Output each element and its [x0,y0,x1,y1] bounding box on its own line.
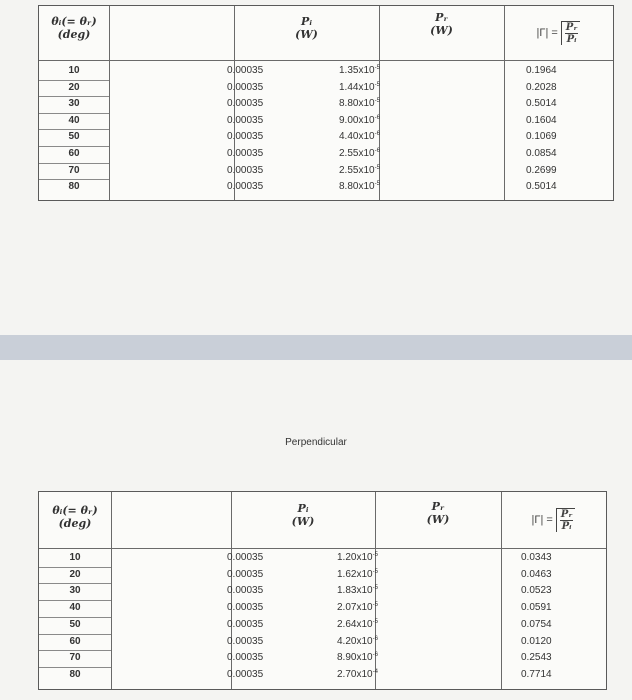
pr-header [375,500,501,526]
pr-cell [337,602,378,613]
pr-mantissa: 9.00x10 [339,114,375,126]
angle-cell: 50 [68,131,80,143]
row-divider [39,96,109,97]
pi-cell: 0.00035 [227,668,264,680]
pi-cell: 0.00035 [227,652,264,664]
row-divider [39,617,111,618]
pi-cell: 0.00035 [227,602,264,614]
pr-exponent: -5 [372,552,378,558]
row-divider [39,80,109,81]
angle-cell: 40 [69,602,81,614]
pr-exponent: -5 [374,98,380,105]
pi-header [234,15,379,41]
pr-header-unit: (W) [430,24,453,37]
pr-mantissa: 8.80x10 [339,181,375,193]
reflection-header [501,492,606,548]
angle-cell: 70 [69,652,81,664]
pi-cell: 0.00035 [227,181,264,193]
pi-cell: 0.00035 [227,635,264,647]
pr-header-label: Pᵣ [435,11,448,24]
angle-cell: 10 [68,65,80,76]
pr-header-label: Pᵣ [431,500,445,513]
reflection-cell: 0.1964 [526,65,557,76]
fraction-numerator: Pᵣ [565,22,578,33]
pi-cell: 0.00035 [227,114,264,126]
table-row [39,82,613,99]
row-divider [39,650,111,651]
pi-header-unit: (W) [295,28,318,41]
table-row [39,115,613,132]
pi-cell: 0.00035 [227,148,264,159]
angle-header-label: θᵢ(= θᵣ) [51,15,97,28]
pr-exponent: -5 [374,164,380,171]
table-row [39,165,613,182]
reflection-cell: 0.1604 [526,114,557,126]
angle-cell: 40 [68,114,80,126]
angle-cell: 70 [68,164,80,176]
row-divider [39,600,111,601]
reflection-cell: 0.1069 [526,131,557,143]
reflection-cell: 0.2543 [521,652,552,664]
pr-cell [337,585,378,596]
reflection-cell: 0.2699 [526,164,557,176]
pr-mantissa: 2.55x10 [339,164,375,176]
pr-header [379,11,504,37]
pr-cell [337,669,378,680]
reflection-cell: 0.0754 [521,618,552,630]
angle-cell: 80 [69,668,81,680]
table-row [39,98,613,115]
row-divider [39,667,111,668]
pr-cell [339,65,380,76]
pi-header-label: Pᵢ [297,502,309,515]
angle-header [39,504,111,530]
pr-exponent: -6 [372,652,378,659]
row-divider [39,163,109,164]
pr-cell [337,652,378,663]
pi-cell: 0.00035 [227,568,264,580]
pr-cell [337,636,378,647]
reflection-cell: 0.2028 [526,81,557,93]
fraction-numerator: Pᵣ [560,509,573,520]
pr-cell [339,181,380,192]
reflection-cell: 0.5014 [526,98,557,110]
pr-mantissa: 1.20x10 [337,552,373,563]
table-row [39,65,613,82]
row-divider [39,179,109,180]
row-divider [39,634,111,635]
pr-exponent: -6 [374,148,380,154]
pi-cell: 0.00035 [227,98,264,110]
angle-header-unit: (deg) [58,517,92,530]
reflection-cell: 0.0854 [526,148,557,159]
pr-cell [339,131,380,142]
table-row [39,569,606,586]
pi-cell: 0.00035 [227,618,264,630]
pr-cell [339,165,380,176]
angle-cell: 10 [69,552,81,563]
reflection-cell: 0.5014 [526,181,557,193]
reflection-cell: 0.0463 [521,568,552,580]
angle-cell: 30 [69,585,81,597]
pi-cell: 0.00035 [227,164,264,176]
angle-cell: 30 [68,98,80,110]
perpendicular-label: Perpendicular [285,437,347,448]
pi-header [231,502,375,528]
pr-mantissa: 1.62x10 [337,568,373,580]
pi-header-label: Pᵢ [301,15,312,28]
pr-mantissa: 4.20x10 [337,635,373,647]
pr-mantissa: 8.80x10 [339,98,375,110]
angle-header-unit: (deg) [57,28,91,41]
reflection-cell: 0.0343 [521,552,552,563]
parallel-table [38,5,614,201]
angle-header [39,15,109,41]
pr-cell [339,82,380,93]
table-row [39,552,606,569]
reflection-cell: 0.0523 [521,585,552,597]
fraction-denominator: Pᵢ [566,34,577,45]
pr-mantissa: 1.35x10 [339,65,375,76]
pr-exponent: -5 [374,81,380,88]
pr-exponent: -5 [372,568,378,575]
angle-cell: 60 [69,635,81,647]
pr-header-unit: (W) [426,513,450,526]
reflection-header [504,6,613,60]
pr-exponent: -5 [374,181,380,188]
sqrt-fraction [561,21,581,45]
angle-cell: 20 [68,81,80,93]
table-row [39,585,606,602]
table-row [39,669,606,686]
fraction-denominator: Pᵢ [561,521,572,532]
table-row [39,602,606,619]
row-divider [39,113,109,114]
angle-cell: 60 [68,148,80,159]
reflection-cell: 0.0591 [521,602,552,614]
angle-cell: 20 [69,568,81,580]
angle-header-label: θᵢ(= θᵣ) [52,504,98,517]
pr-exponent: -5 [372,602,378,609]
pr-exponent: -6 [374,114,380,121]
pr-cell [339,98,380,109]
pr-mantissa: 2.64x10 [337,618,373,630]
pi-cell: 0.00035 [227,552,264,563]
pr-cell [337,569,378,580]
pr-mantissa: 1.83x10 [337,585,373,597]
pi-header-unit: (W) [291,515,315,528]
table-row [39,619,606,636]
pr-mantissa: 8.90x10 [337,652,373,664]
reflection-label: |Γ| = [531,514,553,526]
pr-mantissa: 1.44x10 [339,81,375,93]
reflection-label: |Γ| = [536,27,558,39]
row-divider [39,567,111,568]
sqrt-fraction [556,508,576,532]
pr-exponent: -5 [374,65,380,71]
reflection-cell: 0.0120 [521,635,552,647]
table-row [39,148,613,165]
pr-exponent: -4 [372,668,378,675]
table-row [39,652,606,669]
pi-cell: 0.00035 [227,131,264,143]
reflection-cell: 0.7714 [521,668,552,680]
table-row [39,181,613,198]
pr-exponent: -6 [372,635,378,642]
pr-mantissa: 4.40x10 [339,131,375,143]
row-divider [39,583,111,584]
pi-cell: 0.00035 [227,81,264,93]
angle-cell: 80 [68,181,80,193]
pr-cell [337,619,378,630]
row-divider [39,129,109,130]
pi-cell: 0.00035 [227,65,264,76]
pr-mantissa: 2.70x10 [337,668,373,680]
table-row [39,131,613,148]
pr-cell [339,115,380,126]
pr-exponent: -5 [372,618,378,625]
angle-cell: 50 [69,618,81,630]
pr-exponent: -5 [372,585,378,592]
pr-cell [337,552,378,563]
perpendicular-table [38,491,607,690]
pr-mantissa: 2.07x10 [337,602,373,614]
page-separator [0,335,632,360]
pi-cell: 0.00035 [227,585,264,597]
pr-cell [339,148,380,159]
pr-mantissa: 2.55x10 [339,148,375,159]
row-divider [39,146,109,147]
table-row [39,636,606,653]
pr-exponent: -6 [374,131,380,138]
